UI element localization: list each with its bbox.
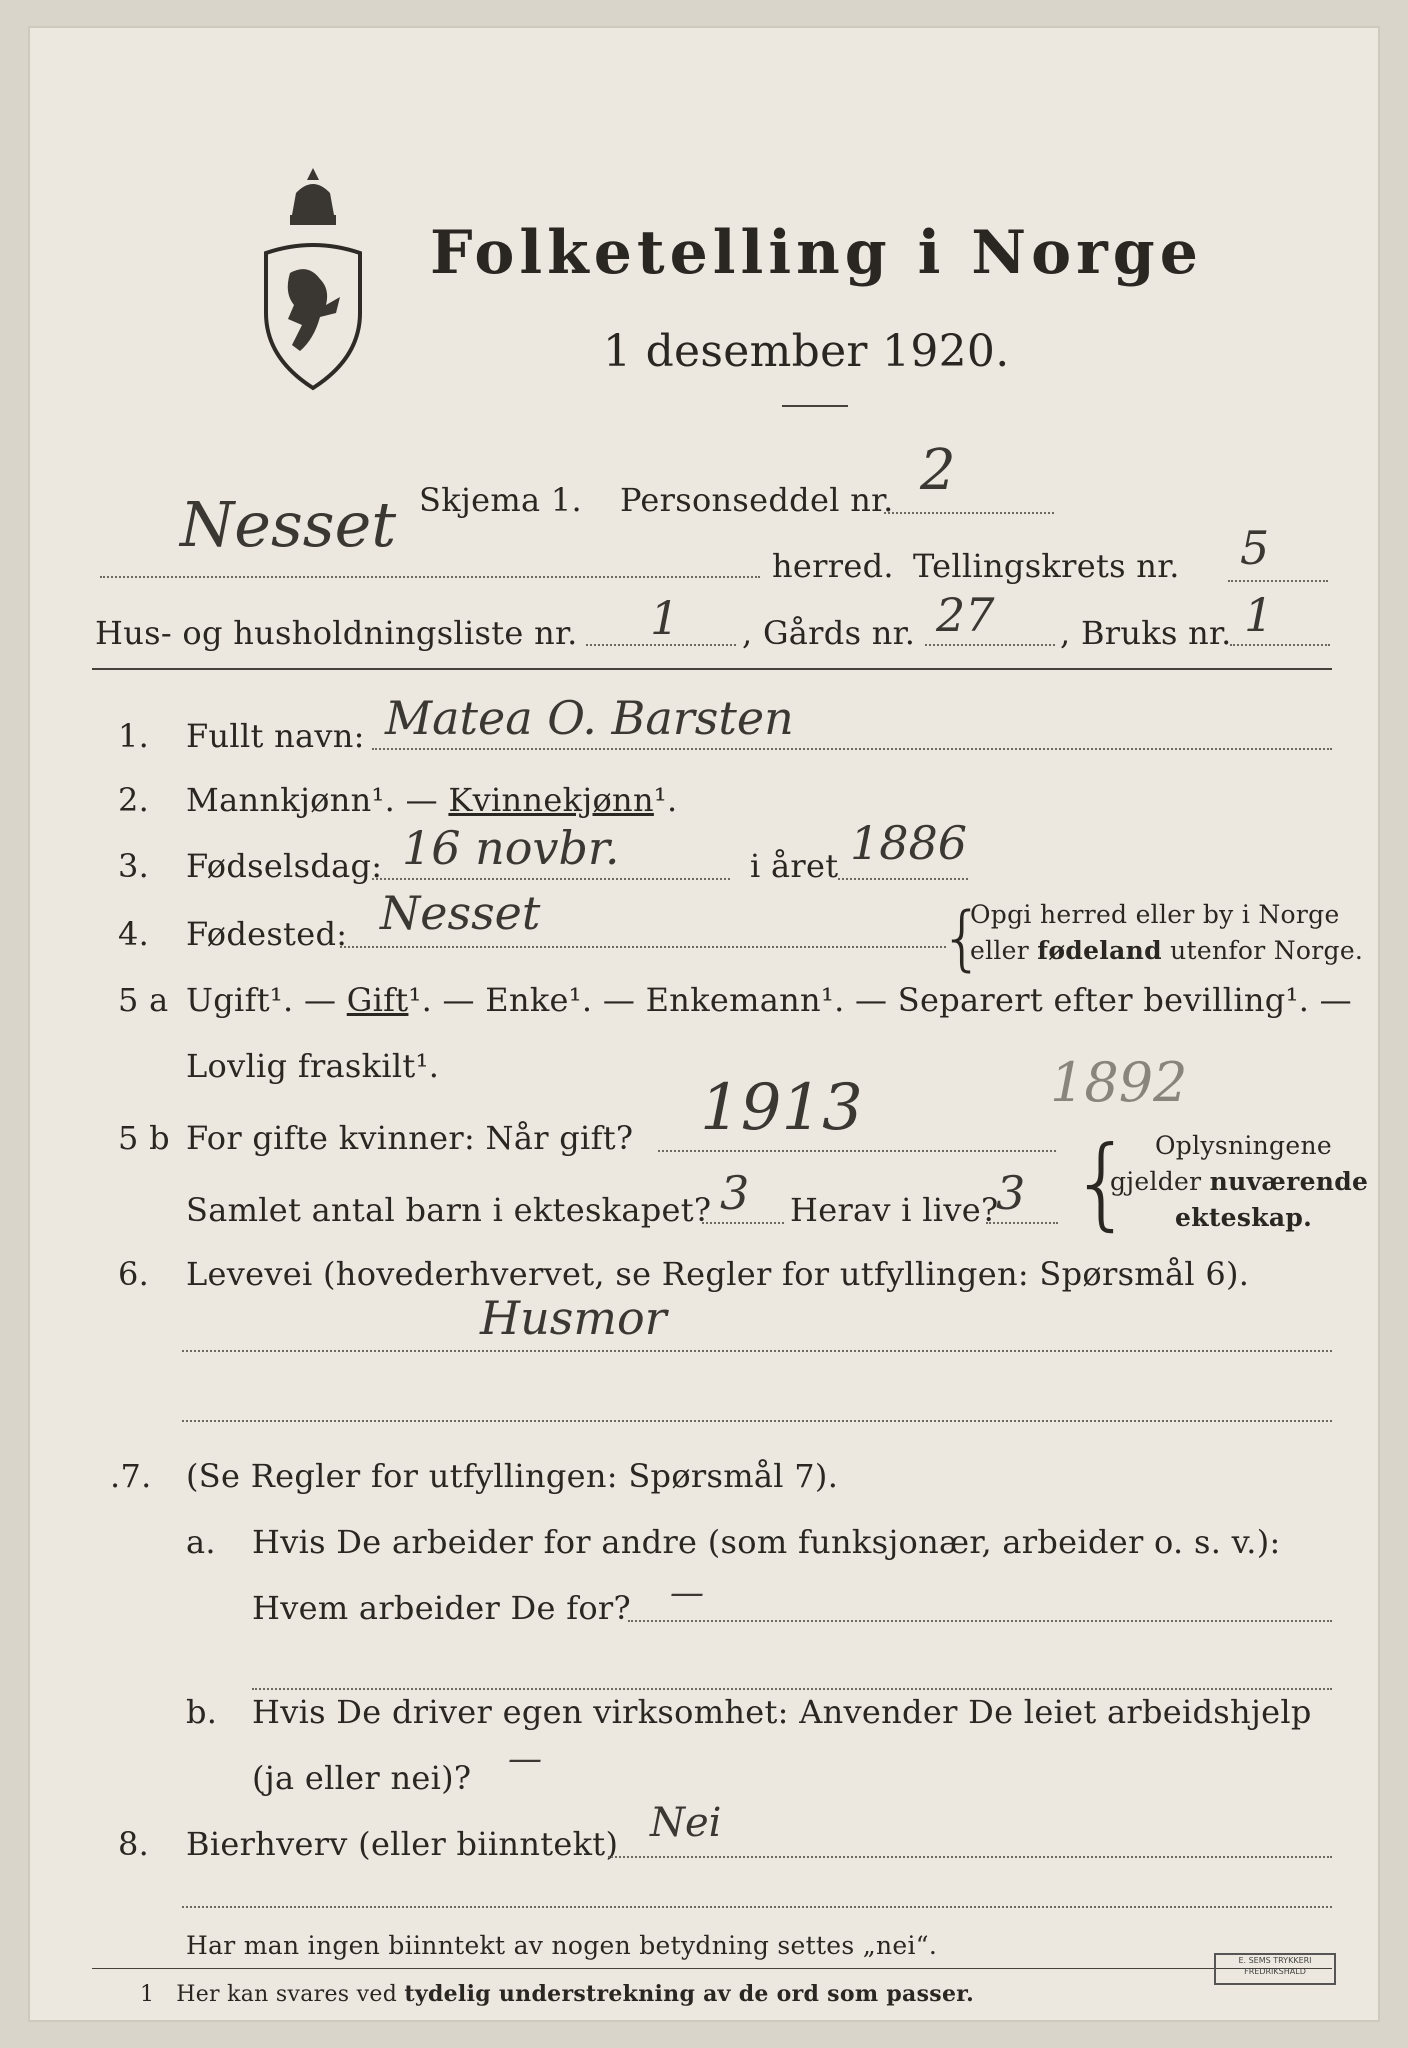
q7a-line2 (252, 1688, 1332, 1690)
q3-line (372, 878, 730, 880)
q5b-children-line (702, 1222, 784, 1224)
q7a-line (628, 1620, 1332, 1622)
personseddel-line (884, 512, 1054, 514)
q5b-note-line2: gjelder nuværende (1110, 1167, 1369, 1196)
tellingskrets-label: Tellingskrets nr. (913, 547, 1180, 585)
gards-line (925, 644, 1055, 646)
tellingskrets-line (1228, 580, 1328, 582)
q5b-note-line1: Oplysningene (1155, 1131, 1332, 1160)
q6-line2 (182, 1420, 1332, 1422)
q1-line (372, 748, 1332, 750)
occupation-value[interactable]: Husmor (480, 1291, 667, 1345)
census-date: 1 desember 1920. (603, 326, 1010, 377)
birthplace-value[interactable]: Nesset (380, 886, 541, 940)
q7a-label: Hvem arbeider De for? (252, 1589, 631, 1627)
q7a-letter: a. (186, 1523, 216, 1561)
birth-year-value[interactable]: 1886 (850, 816, 968, 870)
q4-note-line2: eller fødeland utenfor Norge. (970, 936, 1364, 965)
q3-year-label: i året (750, 847, 839, 885)
gender-female-underlined[interactable]: Kvinnekjønn (448, 781, 654, 819)
q3-year-line (838, 878, 968, 880)
q4-note-line1: Opgi herred eller by i Norge (970, 900, 1340, 929)
q7-text: (Se Regler for utfyllingen: Spørsmål 7). (186, 1457, 839, 1495)
page-title: Folketelling i Norge (430, 218, 1203, 288)
q5b-brace: { (1070, 1124, 1134, 1241)
title-divider (782, 405, 848, 407)
q4-brace: { (940, 897, 985, 979)
personseddel-label: Personseddel nr. (620, 481, 894, 519)
children-alive-value[interactable]: 3 (996, 1166, 1026, 1220)
q4-number: 4. (118, 915, 150, 953)
q5b-children-label: Samlet antal barn i ekteskapet? (186, 1191, 712, 1229)
q7b-text: Hvis De driver egen virksomhet: Anvender De leiet arbeidshjelp (252, 1693, 1312, 1731)
tellingskrets-value[interactable]: 5 (1240, 521, 1270, 575)
census-form-page (30, 28, 1378, 2020)
hus-value[interactable]: 1 (650, 591, 680, 645)
q5b-number: 5 b (118, 1119, 170, 1157)
schema-label: Skjema 1. (419, 481, 582, 519)
q6-line1 (182, 1350, 1332, 1352)
q7b-letter: b. (186, 1693, 218, 1731)
bruks-label: , Bruks nr. (1060, 614, 1232, 652)
children-count-value[interactable]: 3 (720, 1166, 750, 1220)
herred-line (100, 576, 760, 578)
q1-label: Fullt navn: (186, 717, 365, 755)
gender-male-label: Mannkjønn¹. — (186, 781, 449, 819)
printer-stamp: E. SEMS TRYKKERI FREDRIKSHALD (1214, 1953, 1336, 1985)
gender-female-mark: ¹. (653, 781, 678, 819)
q4-label: Fødested: (186, 915, 348, 953)
herred-label: herred. (772, 547, 894, 585)
q3-label: Fødselsdag: (186, 847, 383, 885)
q5a-number: 5 a (118, 981, 169, 1019)
hus-label: Hus- og husholdningsliste nr. (95, 614, 578, 652)
employer-value[interactable]: — (670, 1573, 704, 1613)
marriage-year-extra[interactable]: 1892 (1050, 1051, 1188, 1114)
gards-label: , Gårds nr. (742, 614, 916, 652)
q7-number: .7. (110, 1457, 152, 1495)
coat-of-arms-icon (258, 163, 368, 393)
q8-line2 (182, 1906, 1332, 1908)
q6-number: 6. (118, 1255, 150, 1293)
bruks-line (1230, 644, 1330, 646)
married-year-value[interactable]: 1913 (700, 1071, 863, 1145)
footnote-divider (92, 1968, 1332, 1969)
marital-gift-underlined[interactable]: Gift (346, 981, 409, 1019)
q2-number: 2. (118, 781, 150, 819)
q5b-note-line3: ekteskap. (1175, 1203, 1313, 1232)
full-name-value[interactable]: Matea O. Barsten (385, 691, 794, 745)
side-income-value[interactable]: Nei (650, 1800, 722, 1846)
q5b-label: For gifte kvinner: Når gift? (186, 1119, 634, 1157)
header-divider (92, 668, 1332, 670)
q8-label: Bierhverv (eller biinntekt) (186, 1825, 619, 1863)
q7a-text: Hvis De arbeider for andre (som funksjonær, arbeider o. s. v.): (252, 1523, 1281, 1561)
q1-number: 1. (118, 717, 150, 755)
bruks-value[interactable]: 1 (1244, 588, 1274, 642)
hired-help-value[interactable]: — (508, 1739, 542, 1779)
q5b-alive-label: Herav i live? (790, 1191, 999, 1229)
q8-number: 8. (118, 1825, 150, 1863)
herred-value[interactable]: Nesset (180, 488, 397, 561)
q7b-label: (ja eller nei)? (252, 1759, 472, 1797)
q6-text: Levevei (hovederhvervet, se Regler for utfyllingen: Spørsmål 6). (186, 1255, 1250, 1293)
q5b-line (658, 1150, 1056, 1152)
gender-options (186, 780, 678, 820)
q5b-alive-line (986, 1222, 1058, 1224)
q8-line (608, 1856, 1332, 1858)
gards-value[interactable]: 27 (936, 588, 995, 642)
marital-status-options: Ugift¹. — Gift¹. — Enke¹. — Enkemann¹. — Separert efter bevilling¹. — (186, 981, 1352, 1019)
personseddel-value[interactable]: 2 (920, 438, 956, 503)
q4-line (340, 946, 946, 948)
q8-note: Har man ingen biinntekt av nogen betydning settes „nei“. (186, 1931, 938, 1960)
q3-number: 3. (118, 847, 150, 885)
marital-status-options-line2: Lovlig fraskilt¹. (186, 1047, 440, 1085)
footnote: 1 Her kan svares ved tydelig understrekning av de ord som passer. (140, 1981, 975, 2007)
birthday-value[interactable]: 16 novbr. (402, 821, 620, 875)
